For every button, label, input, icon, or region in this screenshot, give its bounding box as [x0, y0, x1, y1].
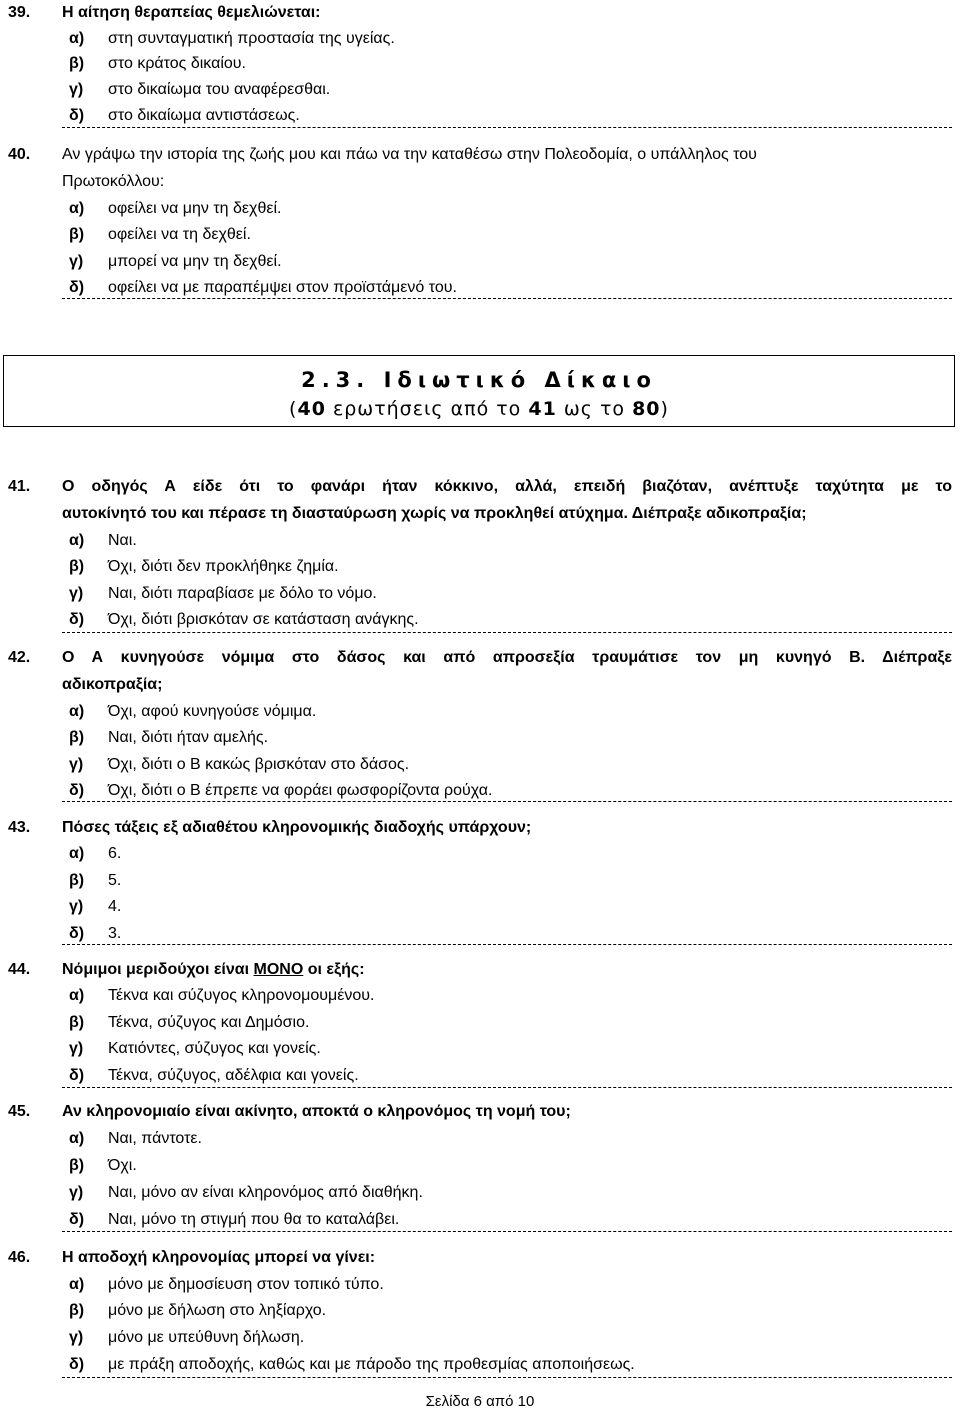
option-letter: δ) — [69, 782, 85, 799]
option-text: οφείλει να με παραπέμψει στον προϊστάμενό του. — [108, 279, 457, 296]
question-text-part: Νόμιμοι μεριδούχοι είναι — [62, 961, 254, 978]
question-text-cont: αδικοπραξία; — [62, 676, 163, 693]
section-title — [4, 368, 954, 392]
option-letter: β) — [69, 872, 85, 889]
question-number: 43. — [8, 819, 31, 836]
range-to: 80 — [632, 398, 661, 420]
subtitle-part: ερωτήσεις από το — [325, 398, 529, 420]
page-footer: Σελίδα 6 από 10 — [425, 1393, 535, 1410]
option-letter: γ) — [69, 253, 84, 270]
question-text: Αν κληρονομιαίο είναι ακίνητο, αποκτά ο κληρονόμος τη νομή του; — [62, 1103, 571, 1120]
option-letter: γ) — [69, 585, 84, 602]
question-text: Πόσες τάξεις εξ αδιαθέτου κληρονομικής διαδοχής υπάρχουν; — [62, 819, 532, 836]
option-text: στο δικαίωμα του αναφέρεσθαι. — [108, 81, 331, 98]
option-letter: δ) — [69, 611, 85, 628]
section-number: 2.3. — [301, 368, 371, 392]
option-letter: δ) — [69, 1211, 85, 1228]
question-text: Η αποδοχή κληρονομίας μπορεί να γίνει: — [62, 1249, 376, 1266]
option-letter: δ) — [69, 1067, 85, 1084]
option-letter: α) — [69, 200, 85, 217]
question-text: Η αίτηση θεραπείας θεμελιώνεται: — [62, 4, 321, 21]
option-text: 4. — [108, 898, 122, 915]
option-text: Όχι, διότι ο Β κακώς βρισκόταν στο δάσος. — [108, 756, 410, 773]
option-text: Όχι, αφού κυνηγούσε νόμιμα. — [108, 703, 317, 720]
separator — [62, 801, 952, 802]
option-text: Κατιόντες, σύζυγος και γονείς. — [108, 1040, 321, 1057]
question-text-cont: Πρωτοκόλλου: — [62, 173, 165, 190]
range-from: 41 — [528, 398, 557, 420]
option-letter: γ) — [69, 1040, 84, 1057]
subtitle-part: ) — [660, 398, 669, 420]
option-text: Όχι, διότι δεν προκλήθηκε ζημία. — [108, 558, 339, 575]
section-name: Ιδιωτικό Δίκαιο — [383, 368, 657, 392]
option-text: Ναι, μόνο αν είναι κληρονόμος από διαθήκη. — [108, 1184, 423, 1201]
option-text: Ναι. — [108, 532, 137, 549]
section-header-box — [3, 355, 955, 427]
separator — [62, 1231, 952, 1232]
question-text: Αν γράψω την ιστορία της ζωής μου και πάω να την καταθέσω στην Πολεοδομία, ο υπάλληλος του — [62, 146, 757, 163]
question-number: 45. — [8, 1103, 31, 1120]
option-text: Τέκνα και σύζυγος κληρονομουμένου. — [108, 987, 375, 1004]
option-letter: β) — [69, 55, 85, 72]
option-text: οφείλει να μην τη δεχθεί. — [108, 200, 282, 217]
emphasis-underlined: ΜΟΝΟ — [253, 961, 304, 978]
question-number: 46. — [8, 1249, 31, 1266]
separator — [62, 632, 952, 633]
option-letter: δ) — [69, 925, 85, 942]
section-subtitle — [4, 398, 954, 420]
option-text: 5. — [108, 872, 122, 889]
option-letter: δ) — [69, 279, 85, 296]
option-text: Όχι. — [108, 1157, 137, 1174]
option-letter: β) — [69, 1014, 85, 1031]
option-letter: γ) — [69, 1329, 84, 1346]
option-text: 3. — [108, 925, 122, 942]
question-number: 39. — [8, 4, 31, 21]
option-text: οφείλει να τη δεχθεί. — [108, 226, 251, 243]
question-text-part: οι εξής: — [303, 961, 365, 978]
option-text: Τέκνα, σύζυγος και Δημόσιο. — [108, 1014, 310, 1031]
option-letter: δ) — [69, 107, 85, 124]
question-text: Ο οδηγός Α είδε ότι το φανάρι ήταν κόκκινο, αλλά, επειδή βιαζόταν, ανέπτυξε ταχύτητα με το — [62, 478, 952, 495]
option-text: μόνο με δημοσίευση στον τοπικό τύπο. — [108, 1276, 384, 1293]
question-text-cont: αυτοκίνητό του και πέρασε τη διασταύρωση χωρίς να προκληθεί ατύχημα. Διέπραξε αδικοπραξία; — [62, 505, 807, 522]
option-text: στη συνταγματική προστασία της υγείας. — [108, 30, 395, 47]
option-letter: γ) — [69, 81, 84, 98]
option-letter: β) — [69, 1302, 85, 1319]
option-letter: γ) — [69, 756, 84, 773]
separator — [62, 1087, 952, 1088]
option-letter: γ) — [69, 1184, 84, 1201]
option-text: μόνο με υπεύθυνη δήλωση. — [108, 1329, 305, 1346]
option-text: Όχι, διότι βρισκόταν σε κατάσταση ανάγκης. — [108, 611, 419, 628]
option-letter: δ) — [69, 1356, 85, 1373]
question-number: 44. — [8, 961, 31, 978]
option-letter: α) — [69, 30, 85, 47]
question-number: 41. — [8, 478, 31, 495]
option-letter: α) — [69, 845, 85, 862]
separator — [62, 298, 952, 299]
option-letter: α) — [69, 532, 85, 549]
option-text: με πράξη αποδοχής, καθώς και με πάροδο της προθεσμίας αποποιήσεως. — [108, 1356, 635, 1373]
option-text: μόνο με δήλωση στο ληξίαρχο. — [108, 1302, 327, 1319]
separator — [62, 944, 952, 945]
separator — [62, 1377, 952, 1378]
option-letter: α) — [69, 1130, 85, 1147]
question-number: 40. — [8, 146, 31, 163]
option-letter: β) — [69, 558, 85, 575]
option-text: Ναι, πάντοτε. — [108, 1130, 202, 1147]
option-letter: α) — [69, 703, 85, 720]
option-letter: β) — [69, 729, 85, 746]
option-letter: α) — [69, 987, 85, 1004]
option-text: Ναι, διότι παραβίασε με δόλο το νόμο. — [108, 585, 377, 602]
option-letter: β) — [69, 226, 85, 243]
option-text: Όχι, διότι ο Β έπρεπε να φοράει φωσφορίζοντα ρούχα. — [108, 782, 493, 799]
separator — [62, 127, 952, 128]
question-count: 40 — [297, 398, 326, 420]
option-letter: α) — [69, 1276, 85, 1293]
option-text: Τέκνα, σύζυγος, αδέλφια και γονείς. — [108, 1067, 359, 1084]
option-text: στο δικαίωμα αντιστάσεως. — [108, 107, 300, 124]
option-letter: β) — [69, 1157, 85, 1174]
option-text: Ναι, μόνο τη στιγμή που θα το καταλάβει. — [108, 1211, 400, 1228]
question-text — [62, 957, 952, 983]
subtitle-part: ως το — [556, 398, 633, 420]
option-text: 6. — [108, 845, 122, 862]
option-text: στο κράτος δικαίου. — [108, 55, 246, 72]
option-text: μπορεί να μην τη δεχθεί. — [108, 253, 282, 270]
option-letter: γ) — [69, 898, 84, 915]
subtitle-part: ( — [289, 398, 298, 420]
option-text: Ναι, διότι ήταν αμελής. — [108, 729, 269, 746]
question-text: Ο Α κυνηγούσε νόμιμα στο δάσος και από απροσεξία τραυμάτισε τον μη κυνηγό Β. Διέπραξε — [62, 649, 952, 666]
question-number: 42. — [8, 649, 31, 666]
